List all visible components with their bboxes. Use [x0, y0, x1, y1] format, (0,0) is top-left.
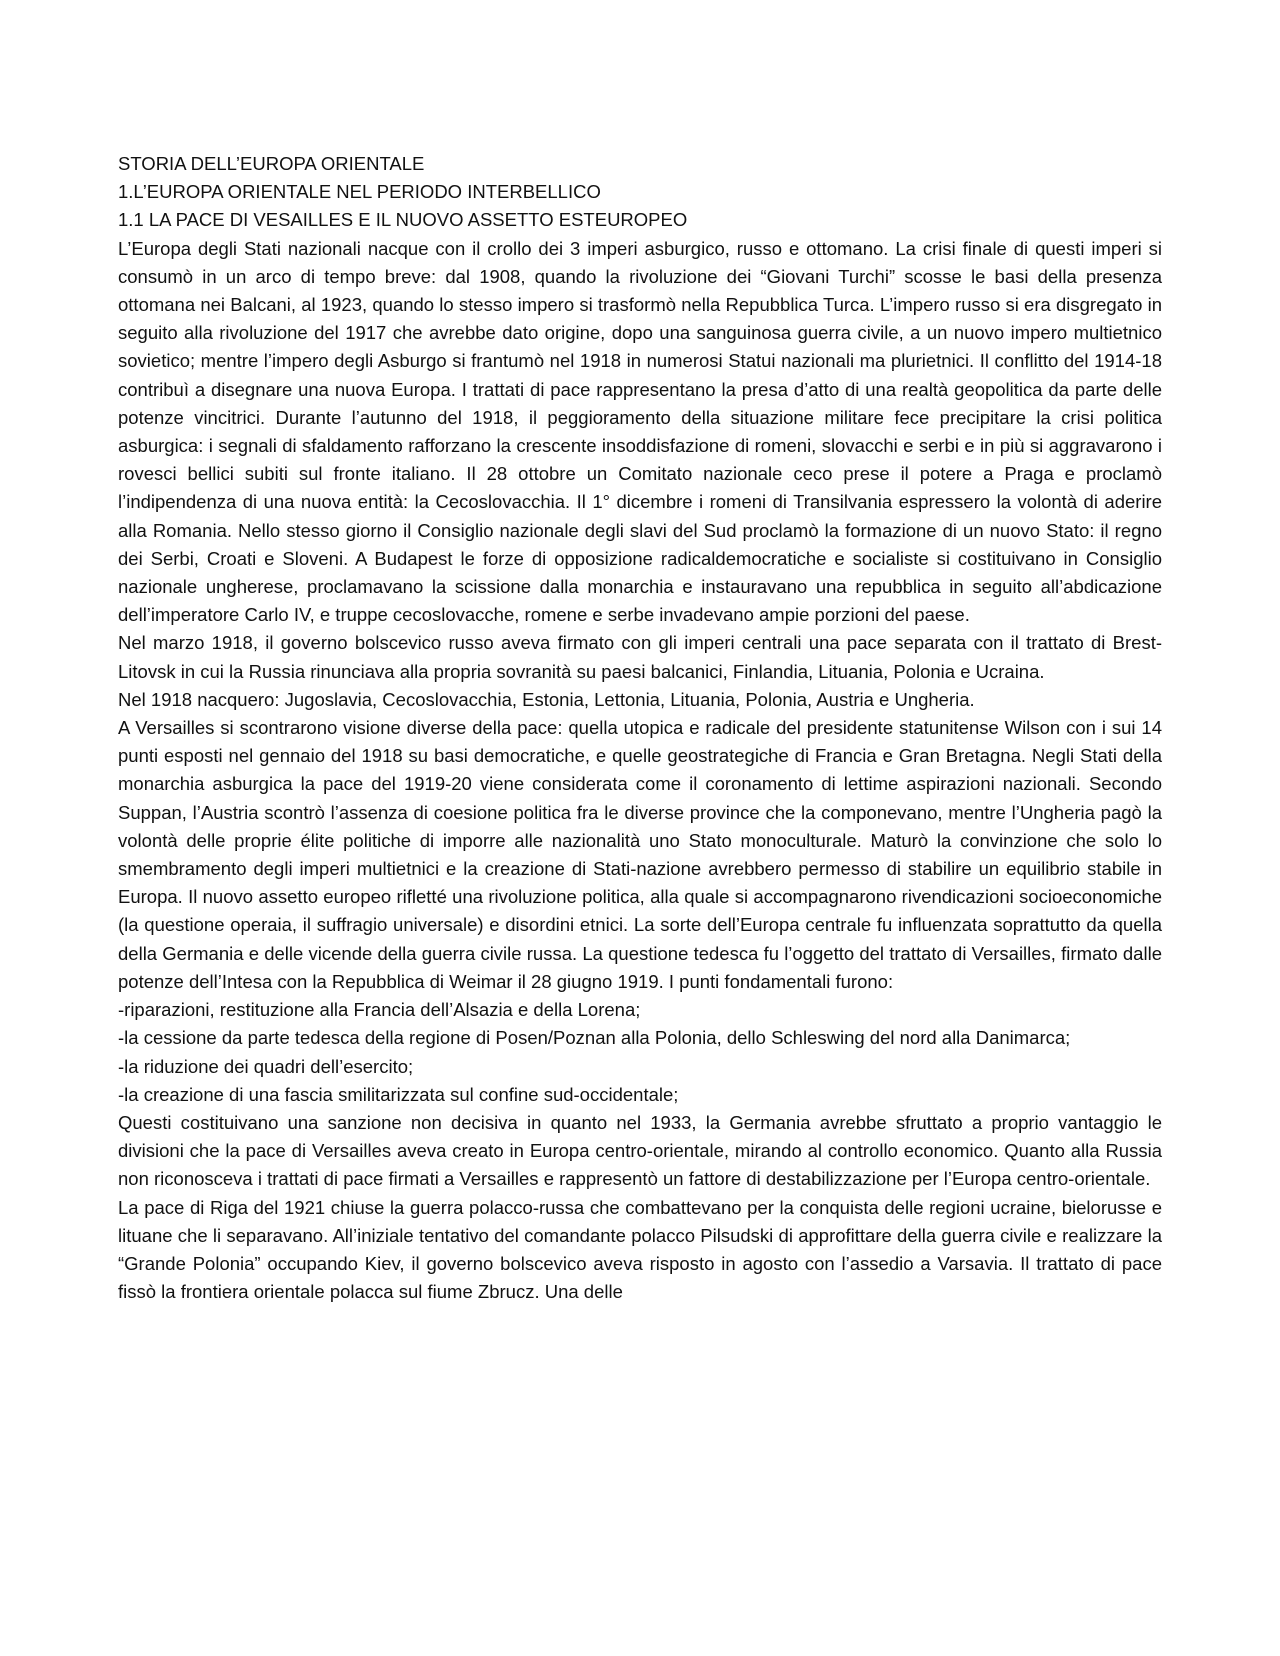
section-heading: 1.1 LA PACE DI VESAILLES E IL NUOVO ASSETTO ESTEUROPEO: [118, 209, 688, 231]
paragraph-new-states: Nel 1918 nacquero: Jugoslavia, Cecoslovacchia, Estonia, Lettonia, Lituania, Polonia, Austria e Ungheria.: [118, 688, 975, 710]
list-item: -riparazioni, restituzione alla Francia dell’Alsazia e della Lorena;: [118, 999, 641, 1021]
list-item: -la riduzione dei quadri dell’esercito;: [118, 1055, 414, 1077]
document-body: [118, 150, 1162, 1306]
list-item: -la creazione di una fascia smilitarizzata sul confine sud-occidentale;: [118, 1083, 679, 1105]
paragraph-brest-litovsk: Nel marzo 1918, il governo bolscevico russo aveva firmato con gli imperi centrali una pace separata con il trattato di Brest-Litovsk in cui la Russia rinunciava alla propria sovranità su paesi balcanici, Finlandia, Lituania, Polonia e Ucraina.: [118, 632, 1162, 682]
chapter-heading: 1.L’EUROPA ORIENTALE NEL PERIODO INTERBELLICO: [118, 181, 601, 203]
list-item: -la cessione da parte tedesca della regione di Posen/Poznan alla Polonia, dello Schleswing del nord alla Danimarca;: [118, 1027, 1071, 1049]
document-title: STORIA DELL’EUROPA ORIENTALE: [118, 153, 425, 174]
paragraph-intro: L’Europa degli Stati nazionali nacque con il crollo dei 3 imperi asburgico, russo e ottomano. La crisi finale di questi imperi si consumò in un arco di tempo breve: dal 1908, quando la rivoluzione dei “Giovani Turchi” scosse le basi della presenza ottomana nei Balcani, al 1923, quando lo stesso impero si trasformò nella Repubblica Turca. L’impero russo si era disgregato in seguito alla rivoluzione del 1917 che avrebbe dato origine, dopo una sanguinosa guerra civile, a un nuovo impero multietnico sovietico; mentre l’impero degli Asburgo si frantumò nel 1918 in numerosi Statui nazionali ma plurietnici. Il conflitto del 1914-18 contribuì a disegnare una nuova Europa. I trattati di pace rappresentano la presa d’atto di una realtà geopolitica da parte delle potenze vincitrici. Durante l’autunno del 1918, il peggioramento della situazione militare fece precipitare la crisi politica asburgica: i segnali di sfaldamento rafforzano la crescente insoddisfazione di romeni, slovacchi e serbi e in più si aggravarono i rovesci bellici subiti sul fronte italiano. Il 28 ottobre un Comitato nazionale ceco prese il potere a Praga e proclamò l’indipendenza di una nuova entità: la Cecoslovacchia. Il 1° dicembre i romeni di Transilvania espressero la volontà di aderire alla Romania. Nello stesso giorno il Consiglio nazionale degli slavi del Sud proclamò la formazione di un nuovo Stato: il regno dei Serbi, Croati e Sloveni. A Budapest le forze di opposizione radicaldemocratiche e socialiste si costituivano in Consiglio nazionale ungherese, proclamavano la scissione dalla monarchia e instauravano una repubblica in seguito all’abdicazione dell’imperatore Carlo IV, e truppe cecoslovacche, romene e serbe invadevano ampie porzioni del paese.: [118, 237, 1162, 626]
paragraph-consequences: Questi costituivano una sanzione non decisiva in quanto nel 1933, la Germania avrebbe sfruttato a proprio vantaggio le divisioni che la pace di Versailles aveva creato in Europa centro-orientale, mirando al controllo economico. Quanto alla Russia non riconosceva i trattati di pace firmati a Versailles e rappresentò un fattore di destabilizzazione per l’Europa centro-orientale.: [118, 1111, 1162, 1190]
paragraph-versailles: A Versailles si scontrarono visione diverse della pace: quella utopica e radicale del presidente statunitense Wilson con i sui 14 punti esposti nel gennaio del 1918 su basi democratiche, e quelle geostrategiche di Francia e Gran Bretagna. Negli Stati della monarchia asburgica la pace del 1919-20 viene considerata come il coronamento di lettime aspirazioni nazionali. Secondo Suppan, l’Austria scontrò l’assenza di coesione politica fra le diverse province che la componevano, mentre l’Ungheria pagò la volontà delle proprie élite politiche di imporre alle nazionalità uno Stato monoculturale. Maturò la convinzione che solo lo smembramento degli imperi multietnici e la creazione di Stati-nazione avrebbero permesso di stabilire un equilibrio stabile in Europa. Il nuovo assetto europeo rifletté una rivoluzione politica, alla quale si accompagnarono rivendicazioni socioeconomiche (la questione operaia, il suffragio universale) e disordini etnici. La sorte dell’Europa centrale fu influenzata soprattutto da quella della Germania e delle vicende della guerra civile russa. La questione tedesca fu l’oggetto del trattato di Versailles, firmato dalle potenze dell’Intesa con la Repubblica di Weimar il 28 giugno 1919. I punti fondamentali furono:: [118, 717, 1162, 992]
paragraph-riga: La pace di Riga del 1921 chiuse la guerra polacco-russa che combattevano per la conquista delle regioni ucraine, bielorusse e lituane che li separavano. All’iniziale tentativo del comandante polacco Pilsudski di approfittare della guerra civile e realizzare la “Grande Polonia” occupando Kiev, il governo bolscevico aveva risposto in agosto con l’assedio a Varsavia. Il trattato di pace fissò la frontiera orientale polacca sul fiume Zbrucz. Una delle: [118, 1196, 1162, 1303]
